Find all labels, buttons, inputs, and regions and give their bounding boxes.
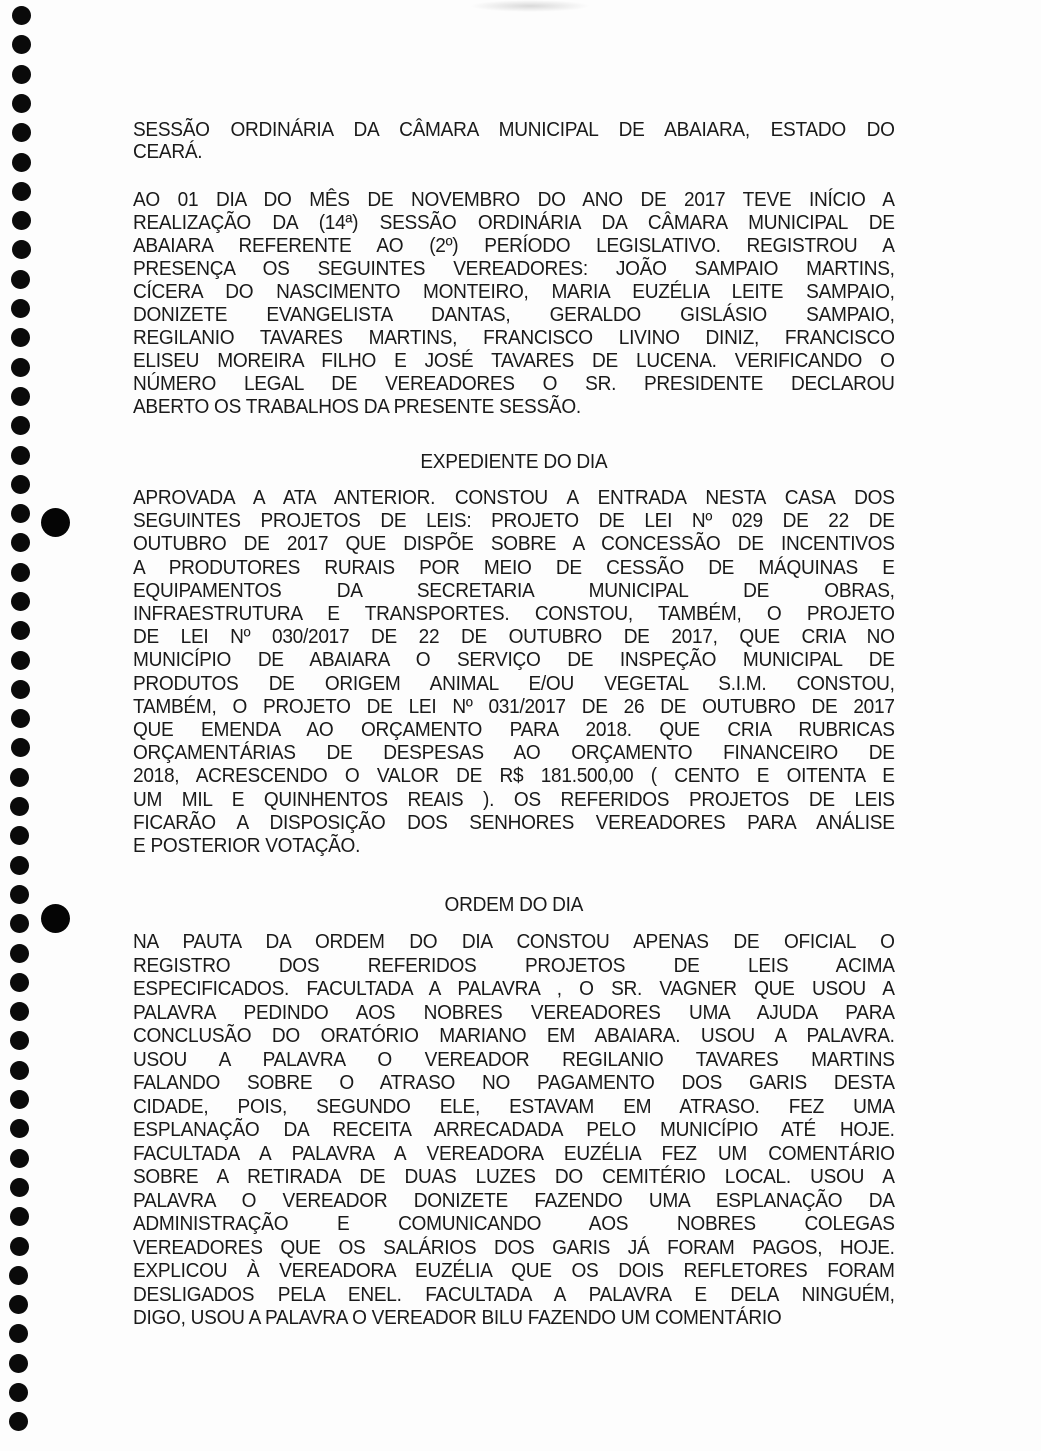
binder-hole	[11, 709, 30, 728]
binder-hole	[11, 270, 30, 289]
text-line: MUNICÍPIO DE ABAIARA O SERVIÇO DE INSPEÇÃO MUNICIPAL DE	[133, 648, 895, 672]
binder-hole	[10, 768, 29, 787]
text-line: FICARÃO A DISPOSIÇÃO DOS SENHORES VEREADORES PARA ANÁLISE	[133, 810, 895, 834]
binder-hole	[10, 856, 29, 875]
binder-hole	[12, 211, 31, 230]
binder-hole	[12, 94, 31, 113]
punch-hole-lower	[41, 904, 70, 933]
text-line: TAMBÉM, O PROJETO DE LEI Nº 031/2017 DE 26 DE OUTUBRO DE 2017	[133, 694, 895, 718]
text-line: PRESENÇA OS SEGUINTES VEREADORES: JOÃO SAMPAIO MARTINS,	[133, 257, 895, 280]
text-line: DESLIGADOS PELA ENEL. FACULTADA A PALAVRA E DELA NINGUÉM,	[133, 1282, 895, 1306]
binder-hole	[11, 299, 30, 318]
text-line: ADMINISTRAÇÃO E COMUNICANDO AOS NOBRES COLEGAS	[133, 1212, 895, 1235]
session-title	[133, 119, 895, 163]
binder-hole	[11, 621, 30, 640]
binder-hole	[12, 6, 31, 25]
text-line: DE LEI Nº 030/2017 DE 22 DE OUTUBRO DE 2017, QUE CRIA NO	[133, 625, 895, 649]
text-line: PALAVRA O VEREADOR DONIZETE FAZENDO UMA ESPLANAÇÃO DA	[133, 1188, 895, 1212]
text-line: FACULTADA A PALAVRA A VEREADORA EUZÉLIA FEZ UM COMENTÁRIO	[133, 1141, 895, 1165]
scan-smudge	[470, 0, 590, 12]
binder-hole	[10, 1237, 29, 1256]
binder-hole	[12, 240, 31, 259]
text-line: OUTUBRO DE 2017 QUE DISPÕE SOBRE A CONCESSÃO DE INCENTIVOS	[133, 532, 895, 556]
binder-hole	[11, 328, 30, 347]
text-line: APROVADA A ATA ANTERIOR. CONSTOU A ENTRADA NESTA CASA DOS	[133, 486, 895, 509]
text-line: EXPLICOU À VEREADORA EUZÉLIA QUE OS DOIS REFLETORES FORAM	[133, 1259, 895, 1282]
binder-hole	[10, 1178, 29, 1197]
binder-hole	[10, 1061, 29, 1080]
text-line: 2018, ACRESCENDO O VALOR DE R$ 181.500,00 ( CENTO E OITENTA E	[133, 764, 895, 788]
text-line: PRODUTOS DE ORIGEM ANIMAL E/OU VEGETAL S.I.M. CONSTOU,	[133, 671, 895, 695]
binder-hole	[10, 1119, 29, 1138]
text-line: E POSTERIOR VOTAÇÃO.	[133, 834, 361, 858]
text-line: UM MIL E QUINHENTOS REAIS ). OS REFERIDOS PROJETOS DE LEIS	[133, 787, 895, 811]
text-line: QUE EMENDA AO ORÇAMENTO PARA 2018. QUE CRIA RUBRICAS	[133, 718, 895, 742]
ordem-heading: ORDEM DO DIA	[444, 893, 584, 916]
binder-hole	[11, 358, 30, 377]
binder-hole	[9, 1266, 28, 1285]
binder-hole	[11, 533, 30, 552]
binder-hole	[11, 680, 30, 699]
text-line: REGISTRO DOS REFERIDOS PROJETOS DE LEIS ACIMA	[133, 953, 895, 977]
text-line: INFRAESTRUTURA E TRANSPORTES. CONSTOU, TAMBÉM, O PROJETO	[133, 602, 895, 626]
binder-hole	[11, 475, 30, 494]
text-line: DONIZETE EVANGELISTA DANTAS, GERALDO GISLÁSIO SAMPAIO,	[133, 303, 895, 326]
binder-hole	[11, 416, 30, 435]
text-line: ESPECIFICADOS. FACULTADA A PALAVRA , O SR. VAGNER QUE USOU A	[133, 977, 895, 1000]
text-line: DIGO, USOU A PALAVRA O VEREADOR BILU FAZENDO UM COMENTÁRIO	[133, 1306, 782, 1329]
text-line: PALAVRA PEDINDO AOS NOBRES VEREADORES UMA AJUDA PARA	[133, 1000, 895, 1024]
text-line: VEREADORES QUE OS SALÁRIOS DOS GARIS JÁ FORAM PAGOS, HOJE.	[133, 1235, 895, 1259]
binder-hole	[11, 387, 30, 406]
text-line: FALANDO SOBRE O ATRASO NO PAGAMENTO DOS GARIS DESTA	[133, 1071, 895, 1094]
text-line: SEGUINTES PROJETOS DE LEIS: PROJETO DE LEI Nº 029 DE 22 DE	[133, 509, 895, 533]
binder-hole	[12, 35, 31, 54]
binder-hole	[11, 651, 30, 670]
binder-holes	[0, 0, 40, 1451]
binder-hole	[12, 182, 31, 201]
binder-hole	[9, 1324, 28, 1343]
binder-hole	[11, 446, 30, 465]
text-line: EQUIPAMENTOS DA SECRETARIA MUNICIPAL DE OBRAS,	[133, 578, 895, 602]
binder-hole	[10, 1090, 29, 1109]
text-line: CÍCERA DO NASCIMENTO MONTEIRO, MARIA EUZÉLIA LEITE SAMPAIO,	[133, 280, 895, 303]
binder-hole	[12, 153, 31, 172]
binder-hole	[10, 944, 29, 963]
binder-hole	[9, 1383, 28, 1402]
binder-hole	[11, 592, 30, 611]
text-line: CONCLUSÃO DO ORATÓRIO MARIANO EM ABAIARA. USOU A PALAVRA.	[133, 1024, 895, 1047]
text-line: ORÇAMENTÁRIAS DE DESPESAS AO ORÇAMENTO FINANCEIRO DE	[133, 741, 895, 765]
text-line: ESPLANAÇÃO DA RECEITA ARRECADADA PELO MUNICÍPIO ATÉ HOJE.	[133, 1118, 895, 1141]
expediente-heading: EXPEDIENTE DO DIA	[420, 450, 608, 473]
text-line: CEARÁ.	[133, 140, 203, 163]
text-line: SOBRE A RETIRADA DE DUAS LUZES DO CEMITÉRIO LOCAL. USOU A	[133, 1165, 895, 1188]
expediente-paragraph	[133, 486, 895, 857]
text-line: ELISEU MOREIRA FILHO E JOSÉ TAVARES DE LUCENA. VERIFICANDO O	[133, 349, 895, 372]
binder-hole	[10, 826, 29, 845]
binder-hole	[12, 123, 31, 142]
text-line: NÚMERO LEGAL DE VEREADORES O SR. PRESIDENTE DECLAROU	[133, 372, 895, 395]
binder-hole	[10, 797, 29, 816]
binder-hole	[9, 1412, 28, 1431]
binder-hole	[10, 1149, 29, 1168]
text-line: NA PAUTA DA ORDEM DO DIA CONSTOU APENAS DE OFICIAL O	[133, 930, 895, 953]
text-line: REGILANIO TAVARES MARTINS, FRANCISCO LIVINO DINIZ, FRANCISCO	[133, 326, 895, 349]
text-line: ABERTO OS TRABALHOS DA PRESENTE SESSÃO.	[133, 395, 581, 418]
text-line: CIDADE, POIS, SEGUNDO ELE, ESTAVAM EM ATRASO. FEZ UMA	[133, 1094, 895, 1118]
punch-hole-upper	[41, 508, 70, 537]
binder-hole	[11, 738, 30, 757]
opening-paragraph	[133, 188, 895, 418]
binder-hole	[10, 885, 29, 904]
binder-hole	[9, 1354, 28, 1373]
binder-hole	[9, 1295, 28, 1314]
text-line: REALIZAÇÃO DA (14ª) SESSÃO ORDINÁRIA DA CÂMARA MUNICIPAL DE	[133, 211, 895, 234]
binder-hole	[11, 563, 30, 582]
binder-hole	[12, 65, 31, 84]
text-line: USOU A PALAVRA O VEREADOR REGILANIO TAVARES MARTINS	[133, 1047, 895, 1071]
binder-hole	[10, 914, 29, 933]
binder-hole	[10, 1002, 29, 1021]
text-line: AO 01 DIA DO MÊS DE NOVEMBRO DO ANO DE 2017 TEVE INÍCIO A	[133, 188, 895, 211]
text-line: SESSÃO ORDINÁRIA DA CÂMARA MUNICIPAL DE ABAIARA, ESTADO DO	[133, 118, 895, 141]
binder-hole	[10, 1031, 29, 1050]
text-line: A PRODUTORES RURAIS POR MEIO DE CESSÃO DE MÁQUINAS E	[133, 555, 895, 579]
ordem-paragraph	[133, 930, 895, 1330]
binder-hole	[11, 504, 30, 523]
binder-hole	[10, 1207, 29, 1226]
binder-hole	[10, 973, 29, 992]
text-line: ABAIARA REFERENTE AO (2º) PERÍODO LEGISLATIVO. REGISTROU A	[133, 234, 895, 257]
